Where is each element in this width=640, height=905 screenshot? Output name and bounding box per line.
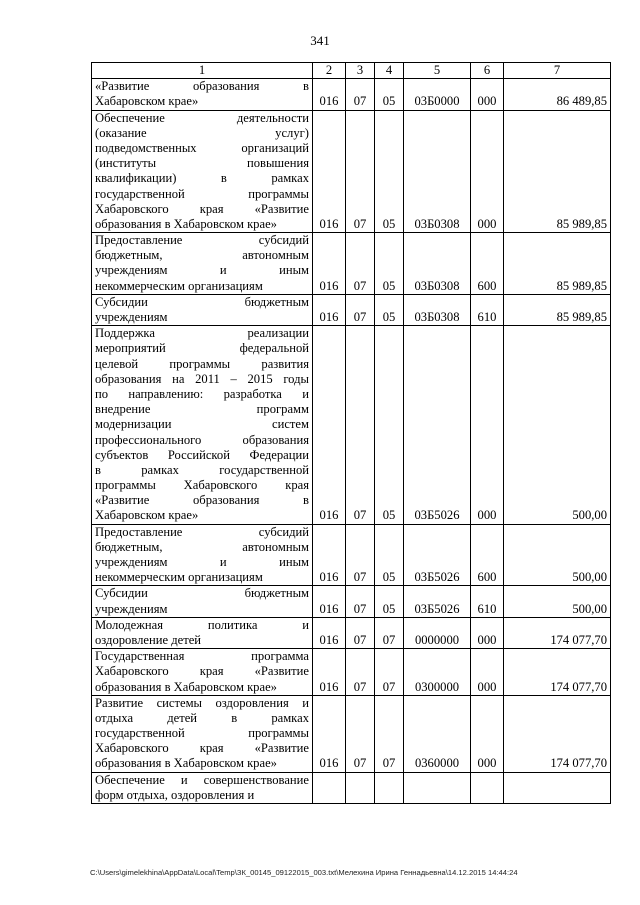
target-article-cell: 0360000 — [404, 695, 471, 772]
target-article-cell: 0300000 — [404, 649, 471, 696]
amount-cell: 174 077,70 — [504, 617, 611, 648]
row-name-cell — [92, 79, 313, 110]
row-name-line: подведомственных организаций — [95, 140, 309, 155]
row-name-line: Поддержка реализации — [95, 326, 309, 341]
row-name-line: бюджетным, автономным — [95, 539, 309, 554]
section-code-cell: 07 — [346, 617, 375, 648]
column-header: 7 — [504, 63, 611, 79]
row-name-line: Предоставление субсидий — [95, 233, 309, 248]
amount-cell: 85 989,85 — [504, 294, 611, 325]
row-name-line: Развитие системы оздоровления и — [95, 695, 309, 710]
row-name-cell — [92, 695, 313, 772]
row-name-line: (институты повышения — [95, 156, 309, 171]
row-name-line: (оказание услуг) — [95, 125, 309, 140]
section-code-cell: 07 — [346, 695, 375, 772]
section-code-cell: 07 — [346, 326, 375, 524]
expense-type-cell: 000 — [471, 649, 504, 696]
row-name-line: бюджетным, автономным — [95, 248, 309, 263]
row-name-cell — [92, 524, 313, 586]
ministry-code-cell: 016 — [313, 649, 346, 696]
section-code-cell: 07 — [346, 79, 375, 110]
subsection-code-cell: 05 — [375, 586, 404, 617]
row-name-line: Субсидии бюджетным — [95, 586, 309, 601]
row-name-line: Хабаровского края «Развитие — [95, 741, 309, 756]
table-row — [92, 586, 611, 617]
target-article-cell: 03Б0000 — [404, 79, 471, 110]
table-row — [92, 772, 611, 803]
row-name-line: учреждениям и иным — [95, 263, 309, 278]
row-name-line: форм отдыха, оздоровления и — [95, 787, 255, 802]
section-code-cell: 07 — [346, 524, 375, 586]
row-name-line: учреждениям — [95, 601, 168, 616]
row-name-line: квалификации) в рамках — [95, 171, 309, 186]
amount-cell: 500,00 — [504, 586, 611, 617]
row-name-line: внедрение программ — [95, 402, 309, 417]
expense-type-cell: 000 — [471, 695, 504, 772]
column-header: 2 — [313, 63, 346, 79]
header-row — [92, 63, 611, 79]
column-header: 6 — [471, 63, 504, 79]
row-name-line: отдыха детей в рамках — [95, 710, 309, 725]
row-name-line: по направлению: разработка и — [95, 386, 309, 401]
row-name-line: Обеспечение и совершенствование — [95, 772, 309, 787]
row-name-line: государственной программы — [95, 186, 309, 201]
row-name-line: некоммерческим организациям — [95, 278, 263, 293]
amount-cell: 500,00 — [504, 326, 611, 524]
target-article-cell: 0000000 — [404, 617, 471, 648]
row-name-line: государственной программы — [95, 726, 309, 741]
subsection-code-cell: 05 — [375, 326, 404, 524]
ministry-code-cell: 016 — [313, 586, 346, 617]
ministry-code-cell: 016 — [313, 233, 346, 295]
file-path-footer: C:\Users\gimelekhina\AppData\Local\Temp\ЗК_00145_09122015_003.txt\Мелехина Ирина Геннадьевна\14.12.2015 14:44:24 — [90, 868, 518, 877]
target-article-cell: 03Б5026 — [404, 524, 471, 586]
row-name-line: целевой программы развития — [95, 356, 309, 371]
table-row — [92, 695, 611, 772]
subsection-code-cell: 05 — [375, 233, 404, 295]
subsection-code-cell: 07 — [375, 695, 404, 772]
row-name-cell — [92, 233, 313, 295]
table-row — [92, 326, 611, 524]
amount-cell: 86 489,85 — [504, 79, 611, 110]
section-code-cell: 07 — [346, 294, 375, 325]
row-name-line: оздоровление детей — [95, 632, 202, 647]
row-name-line: Государственная программа — [95, 649, 309, 664]
column-header: 4 — [375, 63, 404, 79]
row-name-cell — [92, 294, 313, 325]
ministry-code-cell: 016 — [313, 110, 346, 233]
row-name-line: субъектов Российской Федерации — [95, 447, 309, 462]
row-name-cell — [92, 617, 313, 648]
subsection-code-cell: 07 — [375, 649, 404, 696]
row-name-line: «Развитие образования в — [95, 79, 309, 94]
table-row — [92, 79, 611, 110]
row-name-line: Хабаровского края «Развитие — [95, 201, 309, 216]
section-code-cell: 07 — [346, 649, 375, 696]
column-header: 3 — [346, 63, 375, 79]
amount-cell: 85 989,85 — [504, 233, 611, 295]
row-name-line: образования в Хабаровском крае» — [95, 756, 277, 771]
target-article-cell — [404, 772, 471, 803]
section-code-cell: 07 — [346, 586, 375, 617]
row-name-line: мероприятий федеральной — [95, 341, 309, 356]
expense-type-cell: 610 — [471, 586, 504, 617]
row-name-line: некоммерческим организациям — [95, 570, 263, 585]
row-name-line: Хабаровском крае» — [95, 508, 199, 523]
row-name-line: учреждениям — [95, 310, 168, 325]
column-header: 5 — [404, 63, 471, 79]
row-name-line: модернизации систем — [95, 417, 309, 432]
table-row — [92, 617, 611, 648]
ministry-code-cell: 016 — [313, 617, 346, 648]
expense-type-cell: 600 — [471, 233, 504, 295]
amount-cell: 174 077,70 — [504, 649, 611, 696]
subsection-code-cell: 07 — [375, 617, 404, 648]
ministry-code-cell: 016 — [313, 326, 346, 524]
amount-cell: 174 077,70 — [504, 695, 611, 772]
page-number: 341 — [310, 33, 330, 48]
row-name-line: профессионального образования — [95, 432, 309, 447]
amount-cell — [504, 772, 611, 803]
subsection-code-cell: 05 — [375, 110, 404, 233]
ministry-code-cell: 016 — [313, 294, 346, 325]
subsection-code-cell: 05 — [375, 294, 404, 325]
row-name-cell — [92, 586, 313, 617]
target-article-cell: 03Б0308 — [404, 233, 471, 295]
column-header: 1 — [92, 63, 313, 79]
row-name-line: образования в Хабаровском крае» — [95, 679, 277, 694]
ministry-code-cell: 016 — [313, 79, 346, 110]
row-name-cell — [92, 649, 313, 696]
row-name-line: Предоставление субсидий — [95, 524, 309, 539]
expense-type-cell: 600 — [471, 524, 504, 586]
expense-type-cell: 000 — [471, 110, 504, 233]
table-row — [92, 649, 611, 696]
amount-cell: 85 989,85 — [504, 110, 611, 233]
row-name-line: учреждениям и иным — [95, 555, 309, 570]
row-name-line: Хабаровского края «Развитие — [95, 664, 309, 679]
table-row — [92, 524, 611, 586]
row-name-line: в рамках государственной — [95, 462, 309, 477]
row-name-line: образования в Хабаровском крае» — [95, 216, 277, 231]
table-row — [92, 294, 611, 325]
row-name-line: Хабаровском крае» — [95, 94, 199, 109]
subsection-code-cell: 05 — [375, 79, 404, 110]
row-name-line: Субсидии бюджетным — [95, 294, 309, 309]
target-article-cell: 03Б0308 — [404, 110, 471, 233]
section-code-cell: 07 — [346, 233, 375, 295]
table-row — [92, 233, 611, 295]
row-name-line: программы Хабаровского края — [95, 478, 309, 493]
row-name-cell — [92, 772, 313, 803]
row-name-line: Молодежная политика и — [95, 617, 309, 632]
expense-type-cell: 000 — [471, 79, 504, 110]
row-name-line: Обеспечение деятельности — [95, 110, 309, 125]
row-name-line: «Развитие образования в — [95, 493, 309, 508]
target-article-cell: 03Б5026 — [404, 326, 471, 524]
ministry-code-cell: 016 — [313, 695, 346, 772]
expense-type-cell: 000 — [471, 326, 504, 524]
expense-type-cell: 610 — [471, 294, 504, 325]
subsection-code-cell — [375, 772, 404, 803]
row-name-cell — [92, 326, 313, 524]
subsection-code-cell: 05 — [375, 524, 404, 586]
section-code-cell: 07 — [346, 110, 375, 233]
row-name-line: образования на 2011 – 2015 годы — [95, 371, 309, 386]
row-name-cell — [92, 110, 313, 233]
ministry-code-cell: 016 — [313, 524, 346, 586]
target-article-cell: 03Б5026 — [404, 586, 471, 617]
expense-type-cell — [471, 772, 504, 803]
section-code-cell — [346, 772, 375, 803]
target-article-cell: 03Б0308 — [404, 294, 471, 325]
amount-cell: 500,00 — [504, 524, 611, 586]
budget-table — [91, 62, 611, 804]
ministry-code-cell — [313, 772, 346, 803]
table-row — [92, 110, 611, 233]
expense-type-cell: 000 — [471, 617, 504, 648]
